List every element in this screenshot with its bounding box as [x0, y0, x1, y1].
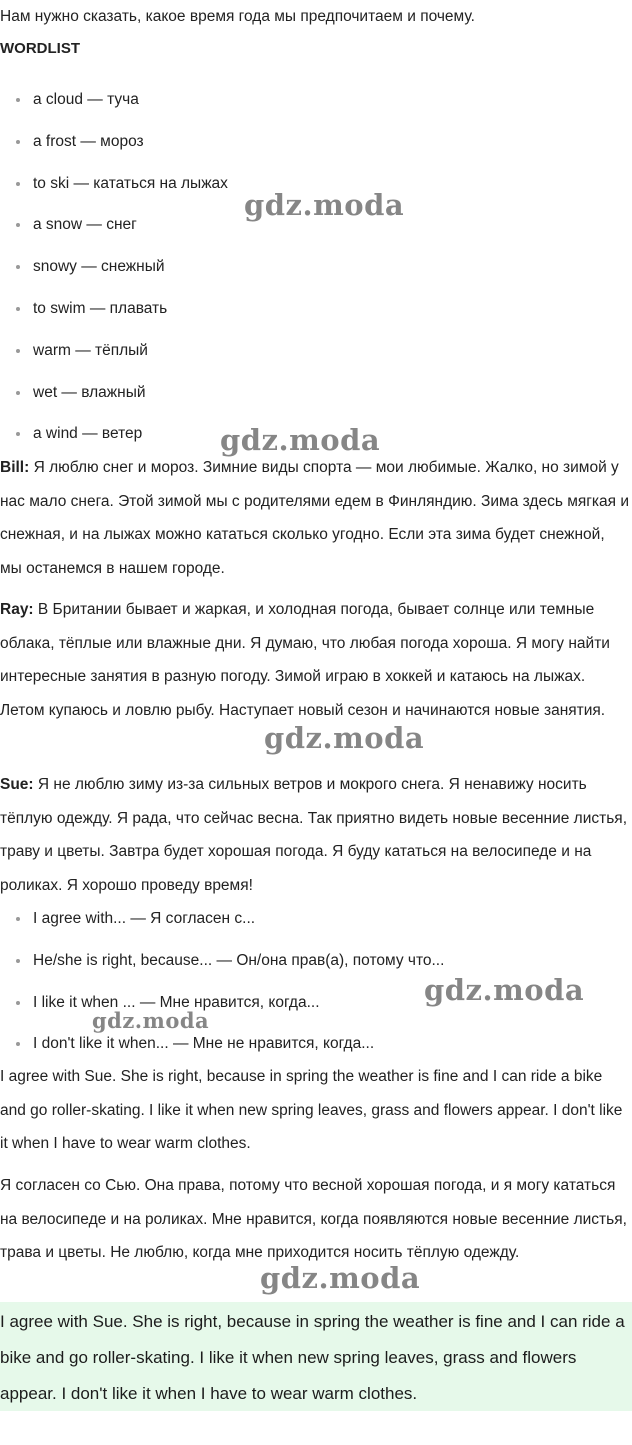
- speaker-name: Ray:: [0, 601, 34, 618]
- list-item-text: to swim — плавать: [33, 299, 168, 317]
- bullet-icon: [16, 959, 20, 963]
- watermark-logo: gdz.moda: [92, 1008, 210, 1033]
- watermark-logo: gdz.moda: [424, 973, 585, 1007]
- answer-russian: Я согласен со Сью. Она права, потому что весной хорошая погода, и я могу кататься на велосипеде и на роликах. Мне нравится, когда появляются новые весенние листья, трава и цветы. Не люблю, когда мне приходится носить тёплую одежду.: [0, 1177, 627, 1261]
- speaker-text: Я люблю снег и мороз. Зимние виды спорта — мои любимые. Жалко, но зимой у нас мало снега. Этой зимой мы с родителями едем в Финляндию. Зима здесь мягкая и снежная, и на лыжах можно кататься сколько угодно. Если эта зима будет снежной, мы останемся в нашем городе.: [0, 459, 629, 577]
- list-item-text: warm — тёплый: [33, 341, 148, 359]
- bullet-icon: [16, 349, 20, 353]
- bullet-icon: [16, 223, 20, 227]
- list-item-text: a cloud — туча: [33, 91, 139, 108]
- list-item-text: I don't like it when... — Мне не нравится, когда...: [33, 1035, 375, 1053]
- list-item-text: to ski — кататься на лыжах: [33, 174, 228, 192]
- bullet-icon: [16, 182, 20, 186]
- list-item: [0, 253, 632, 295]
- list-item-text: I agree with... — Я согласен с...: [33, 910, 256, 927]
- answer-english: I agree with Sue. She is right, because in spring the weather is fine and I can ride a bike and go roller-skating. I like it when new spring leaves, grass and flowers appear. I don't like it when I have to wear warm clothes.: [0, 1068, 623, 1152]
- list-item: [0, 337, 632, 379]
- watermark-logo: gdz.moda: [260, 1261, 421, 1295]
- wordlist: [0, 86, 632, 462]
- speaker-text: Я не люблю зиму из-за сильных ветров и мокрого снега. Я ненавижу носить тёплую одежду. Я рада, что сейчас весна. Так приятно видеть новые весенние листья, траву и цветы. Завтра будет хорошая погода. Я буду кататься на велосипеде и на роликах. Я хорошо проведу время!: [0, 776, 628, 894]
- list-item: [0, 295, 632, 337]
- bullet-icon: [16, 391, 20, 395]
- list-item-text: snowy — снежный: [33, 258, 165, 276]
- wordlist-title: WORDLIST: [0, 40, 80, 57]
- intro-text: Нам нужно сказать, какое время года мы предпочитаем и почему.: [0, 8, 475, 25]
- list-item: [0, 905, 632, 947]
- bullet-icon: [16, 98, 20, 102]
- bill-paragraph: [0, 451, 630, 585]
- list-item: [0, 379, 632, 421]
- bullet-icon: [16, 1042, 20, 1046]
- speaker-name: Bill:: [0, 459, 30, 476]
- list-item-text: a wind — ветер: [33, 425, 143, 443]
- bullet-icon: [16, 917, 20, 921]
- bullet-icon: [16, 307, 20, 311]
- list-item: [0, 86, 632, 128]
- speaker-text: В Британии бывает и жаркая, и холодная погода, бывает солнце или темные облака, тёплые или влажные дни. Я думаю, что любая погода хороша. Я могу найти интересные занятия в разную погоду. Зимой играю в хоккей и катаюсь на лыжах. Летом купаюсь и ловлю рыбу. Наступает новый сезон и начинаются новые занятия.: [0, 601, 610, 719]
- sue-paragraph: [0, 768, 630, 902]
- ray-paragraph: [0, 593, 630, 727]
- watermark-logo: gdz.moda: [264, 721, 425, 755]
- bullet-icon: [16, 265, 20, 269]
- bullet-icon: [16, 432, 20, 436]
- list-item-text: I like it when ... — Мне нравится, когда...: [33, 993, 320, 1011]
- answer-highlight-box: I agree with Sue. She is right, because in spring the weather is fine and I can ride a bike and go roller-skating. I like it when new spring leaves, grass and flowers appear. I don't like it when I have to wear warm clothes.: [0, 1302, 632, 1411]
- list-item: [0, 128, 632, 170]
- watermark-logo: gdz.moda: [220, 423, 381, 457]
- bullet-icon: [16, 1001, 20, 1005]
- bullet-icon: [16, 140, 20, 144]
- list-item-text: wet — влажный: [33, 383, 146, 401]
- list-item-text: a frost — мороз: [33, 132, 144, 150]
- list-item-text: a snow — снег: [33, 216, 137, 234]
- watermark-logo: gdz.moda: [244, 188, 405, 222]
- speaker-name: Sue:: [0, 776, 34, 793]
- list-item-text: He/she is right, because... — Он/она прав(а), потому что...: [33, 951, 445, 969]
